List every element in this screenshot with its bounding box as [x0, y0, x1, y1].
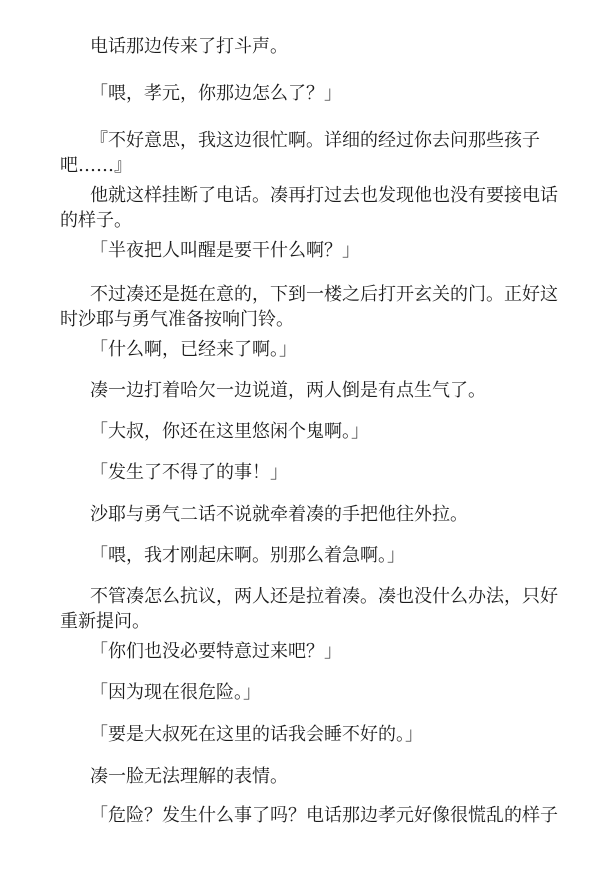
paragraph: 沙耶与勇气二话不说就牵着凑的手把他往外拉。 [90, 504, 468, 525]
paragraph: 「半夜把人叫醒是要干什么啊？」 [90, 240, 360, 261]
paragraph: 「因为现在很危险。」 [90, 682, 261, 703]
paragraph: 「要是大叔死在这里的话我会睡不好的。」 [90, 724, 423, 745]
paragraph: 「发生了不得了的事！」 [90, 462, 288, 483]
paragraph: 「你们也没必要特意过来吧？」 [90, 641, 342, 662]
paragraph: 不过凑还是挺在意的，下到一楼之后打开玄关的门。正好这时沙耶与勇气准备按响门铃。 [60, 284, 558, 330]
paragraph: 凑一边打着哈欠一边说道，两人倒是有点生气了。 [90, 380, 486, 401]
paragraph: 「喂，我才刚起床啊。别那么着急啊。」 [90, 545, 405, 566]
paragraph: 「什么啊，已经来了啊。」 [90, 339, 297, 360]
paragraph: 不管凑怎么抗议，两人还是拉着凑。凑也没什么办法，只好重新提问。 [60, 586, 558, 632]
paragraph: 「大叔，你还在这里悠闲个鬼啊。」 [90, 421, 369, 442]
paragraph: 「喂，孝元，你那边怎么了？」 [90, 83, 342, 104]
paragraph: 「危险？发生什么事了吗？电话那边孝元好像很慌乱的样子 [90, 805, 558, 826]
paragraph: 凑一脸无法理解的表情。 [90, 766, 288, 787]
paragraph: 电话那边传来了打斗声。 [90, 36, 288, 57]
paragraph: 他就这样挂断了电话。凑再打过去也发现他也没有要接电话的样子。 [60, 185, 558, 231]
paragraph: 『不好意思，我这边很忙啊。详细的经过你去问那些孩子吧……』 [60, 130, 540, 176]
